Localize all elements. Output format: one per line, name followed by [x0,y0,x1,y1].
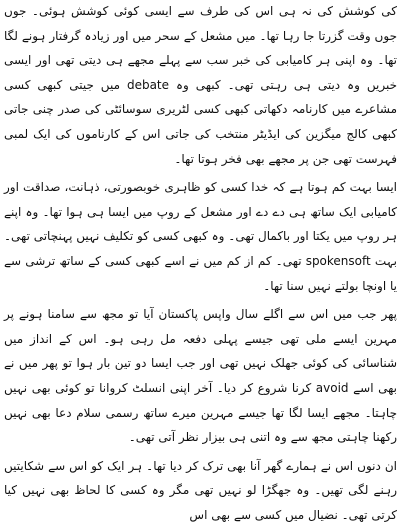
paragraph-3: پھر جب میں اس سے اگلے سال واپس پاکستان آیا تو مجھ سے سامنا ہونے پر مہرین ایسے ملی تھی جیسے پہلی دفعہ مل رہی ہو۔ اس کے انداز میں شناسائی کی کوئی جھلک نہیں تھی اور جب ایسا دو تین بار ہوا تو پھر میں نے بھی اسے avoid کرنا شروع کر دیا۔ آخر اپنی انسلٹ کروانا تو کوئی بھی نہیں چاہتا۔ مجھے ایسا لگا تھا جیسے مہرین میرے ساتھ رسمی سلام دعا بھی نہیں رکھنا چاہتی مجھ سے وہ اتنی ہی بیزار نظر آتی تھی۔ [4,307,397,445]
paragraph-4: ان دنوں اس نے ہمارے گھر آنا بھی ترک کر دیا تھا۔ ہر ایک کو اس سے شکایتیں رہنے لگی تھیں۔ وہ جھگڑا لو نہیں تھی مگر وہ کسی کا لحاظ بھی نہیں کیا کرتی تھی۔ نضیال میں کسی سے بھی اس [4,458,397,522]
paragraph-2: ایسا بہت کم ہوتا ہے کہ خدا کسی کو ظاہری خوبصورتی، ذہانت، صداقت اور کامیابی ایک ساتھ ہی دے دے اور مشعل کے روپ میں ایسا ہی ہوا تھا۔ وہ اپنے ہر روپ میں یکتا اور باکمال تھی۔ وہ کبھی کسی کو تکلیف نہیں پہنچاتی تھی۔ بہت spokensoft تھی۔ کم از کم میں نے اسے کبھی کسی کے ساتھ ترشی سے یا اونچا بولتے نہیں سنا تھا۔ [4,180,398,293]
document-page [4,0,398,522]
paragraph-1: کی کوشش کی نہ ہی اس کی طرف سے ایسی کوئی کوشش ہوئی۔ جوں جوں وقت گزرتا جا رہا تھا۔ میں مشعل کے سحر میں اور زیادہ گرفتار ہونے لگا تھا۔ وہ اپنی ہر کامیابی کی خبر سب سے پہلے مجھے ہی دیتی تھی اور ایسی خبریں وہ دیتی ہی رہتی تھی۔ کبھی وہ debate میں جیتی کبھی کسی مشاعرے میں کارنامہ دکھاتی کبھی کسی لٹریری سوسائٹی کی صدر چنی جاتی کبھی کالج میگزین کی ایڈیٹر منتخب کی جاتی اس کے کارناموں کی ایک لمبی فہرست تھی جن پر مجھے بھی فخر ہوتا تھا۔ [4,4,397,166]
